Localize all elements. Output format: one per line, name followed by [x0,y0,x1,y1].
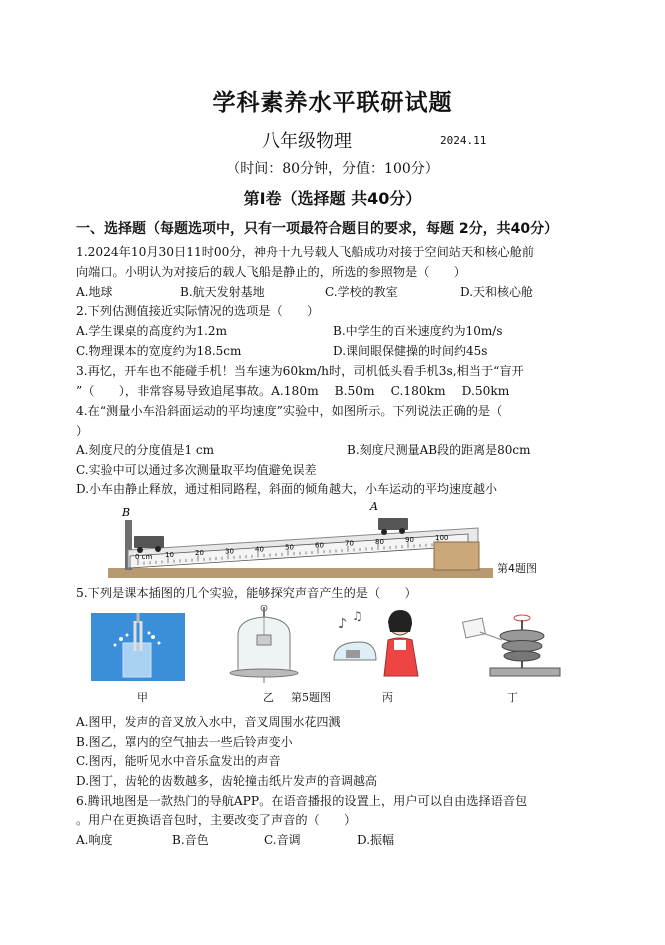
ruler-tick-label: 40 [255,545,264,554]
figure-bing-caption: 丙 [382,691,393,704]
question-2-option-a: A.学生课桌的高度约为1.2m [76,324,227,338]
ruler-tick-label: 100 [435,534,449,542]
question-1-option-c: C.学校的教室 [325,285,398,299]
question-3-line-2: ”（ ），非常容易导致追尾事故。A.180m B.50m C.180km D.50km [76,384,510,398]
incline-ruler-figure [108,498,493,580]
question-4-option-d: D.小车由静止释放，通过相同路程，斜面的倾角越大，小车运动的平均速度越小 [76,482,498,496]
ruler-tick-label: 80 [375,537,384,546]
bell-jar-figure [226,605,302,683]
question-6-option-a: A.响度 [76,833,113,847]
question-6-option-d: D.振幅 [357,833,395,847]
question-1-line-2: 向端口。小明认为对接后的载人飞船是静止的，所选的参照物是（ ） [76,265,466,279]
exam-title: 学科素养水平联研试题 [212,90,453,116]
subject-title: 八年级物理 [262,131,352,152]
figure-jia-caption: 甲 [137,691,148,704]
ruler-tick-label: 30 [225,547,234,556]
time-score-info: （时间：80分钟，分值：100分） [226,161,439,177]
tuning-fork-water-photo [91,613,185,681]
exam-date: 2024.11 [440,134,487,147]
section-heading: 一、选择题（每题选项中，只有一项最符合题目的要求，每题 2分，共40分） [76,221,559,237]
question-2-option-c: C.物理课本的宽度约为18.5cm [76,344,242,358]
question-6-option-b: B.音色 [172,833,209,847]
support-block [434,542,479,570]
question-6-option-c: C.音调 [264,833,301,847]
question-2-option-b: B.中学生的百米速度约为10m/s [333,324,503,338]
label-a: A [370,500,378,513]
question-5-line-1: 5.下列是课本插图的几个实验，能够探究声音产生的是（ ） [76,586,417,600]
question-4-option-b: B.刻度尺测量AB段的距离是80cm [347,443,531,457]
question-5-option-a: A.图甲，发声的音叉放入水中，音叉周围水花四溅 [76,715,341,729]
ruler-tick-label: 10 [165,551,174,560]
question-5-option-d: D.图丁，齿轮的齿数越多，齿轮撞击纸片发声的音调越高 [76,774,378,788]
question-6-line-1: 6.腾讯地图是一款热门的导航APP。在语音播报的设置上，用户可以自由选择语音包 [76,794,528,808]
question-1-line-1: 1.2024年10月30日11时00分，神舟十九号载人飞船成功对接于空间站天和核心舱前 [76,245,535,259]
ruler-tick-label: 60 [315,541,324,550]
ruler-tick-label: 20 [195,549,204,558]
question-4-option-a: A.刻度尺的分度值是1 cm [76,443,215,457]
question-2-line-1: 2.下列估测值接近实际情况的选项是（ ） [76,304,320,318]
svg-text:♪: ♪ [338,616,347,632]
ruler-tick-label: 70 [345,539,354,548]
ruler-tick-label: 0 cm [135,553,153,561]
figure-4-caption: 第4题图 [497,562,537,575]
volume-heading: 第Ⅰ卷（选择题 共40分） [243,189,422,208]
question-6-line-2: 。用户在更换语音包时，主要改变了声音的（ ） [76,813,357,827]
question-5-option-b: B.图乙，罩内的空气抽去一些后铃声变小 [76,735,293,749]
cart-at-a [378,518,408,535]
gear-wheel-figure [460,606,564,681]
question-5-option-c: C.图丙，能听见水中音乐盒发出的声音 [76,754,281,768]
question-4-line-1: 4.在“测量小车沿斜面运动的平均速度”实验中，如图所示。下列说法正确的是（ [76,404,503,418]
ruler-tick-label: 50 [285,543,294,552]
question-1-option-b: B.航天发射基地 [180,285,265,299]
question-1-option-a: A.地球 [76,285,113,299]
svg-text:♫: ♫ [352,609,363,623]
question-3-line-1: 3.再忆，开车也不能碰手机！当车速为60km/h时，司机低头看手机3s,相当于“盲开 [76,364,524,378]
question-2-option-d: D.课间眼保健操的时间约45s [333,344,488,358]
ruler-tick-label: 90 [405,535,414,544]
question-1-option-d: D.天和核心舱 [460,285,534,299]
question-4-line-2: ） [76,424,89,438]
figure-ding-caption: 丁 [507,691,518,704]
girl-music-box-figure [330,606,425,682]
figure-yi-caption: 乙 [263,691,274,704]
figure-5-caption: 第5题图 [291,691,331,704]
question-4-option-c: C.实验中可以通过多次测量取平均值避免误差 [76,463,317,477]
label-b: B [122,506,131,519]
